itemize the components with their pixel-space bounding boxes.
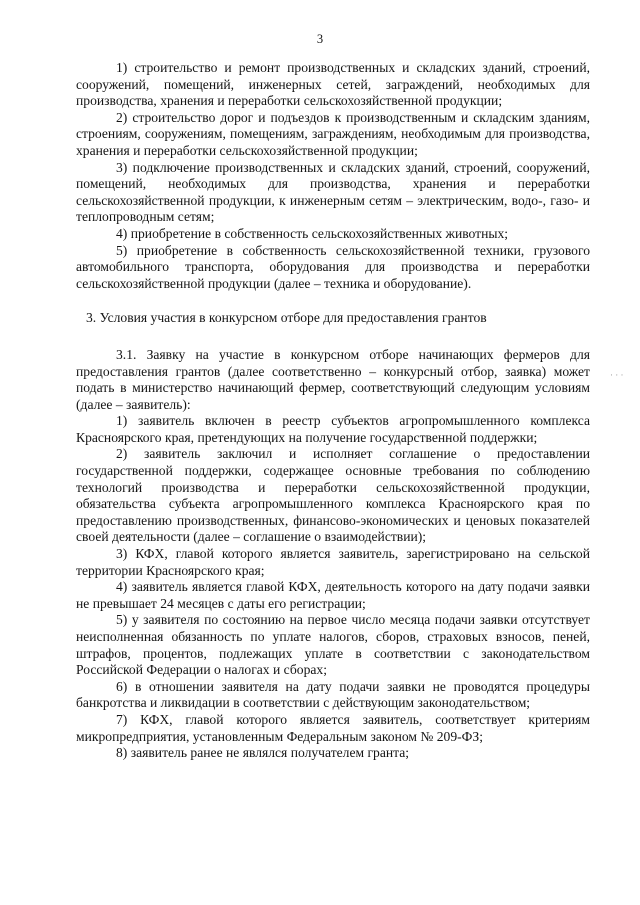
page-number: 3 [316, 32, 324, 46]
condition-item: 4) заявитель является главой КФХ, деятельность которого на дату подачи заявки не превышает 24 месяцев с даты его регистрации; [76, 579, 590, 611]
condition-item: 3) КФХ, главой которого является заявитель, зарегистрировано на сельской территории Красноярского края; [76, 546, 590, 578]
condition-item: 5) у заявителя по состоянию на первое число месяца подачи заявки отсутствует неисполненная обязанность по уплате налогов, сборов, страховых взносов, пеней, штрафов, процентов, подлежащих уплате в соответствии с законодательством Российской Федерации о налогах и сборах; [76, 612, 590, 678]
condition-item: 1) заявитель включен в реестр субъектов агропромышленного комплекса Красноярского края, претендующих на получение государственной поддержки; [76, 413, 590, 445]
section-title: 3. Условия участия в конкурсном отборе для предоставления грантов [86, 310, 487, 326]
condition-item: 8) заявитель ранее не являлся получателем гранта; [116, 745, 410, 761]
condition-item: 7) КФХ, главой которого является заявитель, соответствует критериям микропредприятия, установленным Федеральным законом № 209-ФЗ; [76, 711, 590, 744]
list-item: 3) подключение производственных и складских зданий, строений, сооружений, помещений, необходимых для производства, хранения и переработки сельскохозяйственной продукции, к инженерным сетям – электрическим, водо-, газо- и теплопроводным сетям; [76, 159, 590, 225]
scan-margin-mark: · · · [610, 370, 624, 380]
list-item: 4) приобретение в собственность сельскохозяйственных животных; [116, 225, 509, 241]
condition-item: 2) заявитель заключил и исполняет соглашение о предоставлении государственной поддержки, содержащее основные требования по соблюдению технологий производства и переработки сельскохозяйственной продукции, обязательства субъекта агропромышленного комплекса Красноярского края по предоставлению производственных, финансово-экономических и ценовых показателей своей деятельности (далее – соглашение о взаимодействии); [76, 446, 590, 545]
list-item: 1) строительство и ремонт производственных и складских зданий, строений, сооружений, помещений, инженерных сетей, заграждений, необходимых для производства, хранения и переработки сельскохозяйственной продукции; [76, 60, 590, 109]
list-item: 2) строительство дорог и подъездов к производственным и складским зданиям, строениям, сооружениям, помещениям, заграждениям, необходимым для производства, хранения и переработки сельскохозяйственной продукции; [76, 109, 590, 158]
document-body [76, 60, 590, 762]
condition-item: 6) в отношении заявителя на дату подачи заявки не проводятся процедуры банкротства и ликвидации в соответствии с действующим законодательством; [76, 678, 590, 711]
list-item: 5) приобретение в собственность сельскохозяйственной техники, грузового автомобильного транспорта, оборудования для производства и переработки сельскохозяйственной продукции (далее – техника и оборудование). [76, 242, 590, 291]
section-intro: 3.1. Заявку на участие в конкурсном отборе начинающих фермеров для предоставления грантов (далее соответственно – конкурсный отбор, заявка) может подать в министерство начинающий фермер, соответствующий следующим условиям (далее – заявитель): [76, 346, 590, 412]
